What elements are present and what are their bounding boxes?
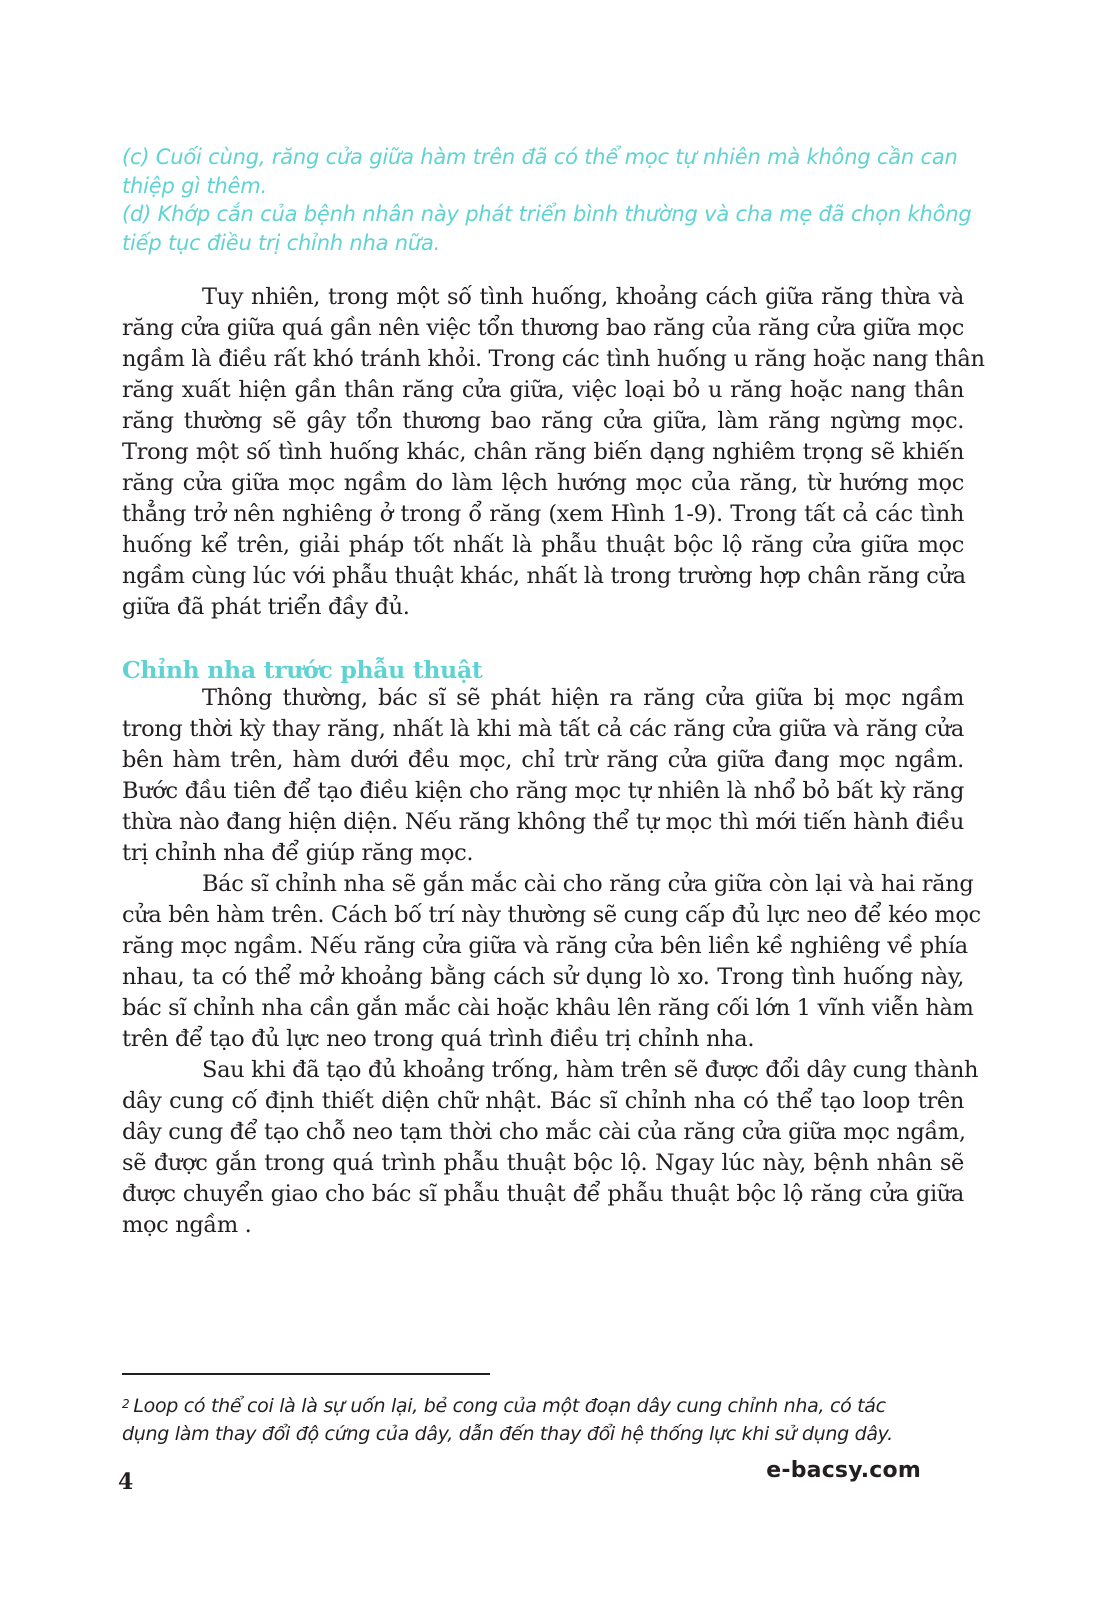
footnote-text: Loop có thể coi là là sự uốn lại, bẻ cong của một đoạn dây cung chỉnh nha, có tác	[133, 1395, 886, 1417]
paragraph-3	[122, 869, 981, 1055]
caption-line: thiệp gì thêm.	[122, 173, 267, 198]
site-name: e-bacsy.com	[766, 1458, 921, 1483]
text-line: Thông thường, bác sĩ sẽ phát hiện ra răng cửa giữa bị mọc ngầm	[202, 685, 964, 711]
text-line: Bác sĩ chỉnh nha sẽ gắn mắc cài cho răng cửa giữa còn lại và hai răng	[202, 871, 974, 897]
text-line: ngầm cùng lúc với phẫu thuật khác, nhất là trong trường hợp chân răng cửa	[122, 563, 966, 589]
text-line: Sau khi đã tạo đủ khoảng trống, hàm trên sẽ được đổi dây cung thành	[202, 1057, 979, 1083]
text-line: bác sĩ chỉnh nha cần gắn mắc cài hoặc khâu lên răng cối lớn 1 vĩnh viễn hàm	[122, 995, 974, 1021]
paragraph-1	[122, 282, 985, 623]
footnote-divider	[122, 1373, 490, 1375]
text-line: được chuyển giao cho bác sĩ phẫu thuật để phẫu thuật bộc lộ răng cửa giữa	[122, 1181, 964, 1207]
text-line: nhau, ta có thể mở khoảng bằng cách sử dụng lò xo. Trong tình huống này,	[122, 964, 964, 990]
section-heading: Chỉnh nha trước phẫu thuật	[122, 656, 483, 684]
caption-line: tiếp tục điều trị chỉnh nha nữa.	[122, 230, 441, 255]
text-line: ngầm là điều rất khó tránh khỏi. Trong các tình huống u răng hoặc nang thân	[122, 346, 985, 372]
text-line: mọc ngầm .	[122, 1212, 252, 1238]
text-line: Trong một số tình huống khác, chân răng biến dạng nghiêm trọng sẽ khiến	[122, 439, 964, 465]
text-line: trong thời kỳ thay răng, nhất là khi mà tất cả các răng cửa giữa và răng cửa	[122, 716, 964, 742]
text-line: Bước đầu tiên để tạo điều kiện cho răng mọc tự nhiên là nhổ bỏ bất kỳ răng	[122, 778, 964, 804]
text-line: thừa nào đang hiện diện. Nếu răng không thể tự mọc thì mới tiến hành điều	[122, 809, 964, 835]
footnote-marker: 2	[122, 1397, 130, 1411]
text-line: cửa bên hàm trên. Cách bố trí này thường sẽ cung cấp đủ lực neo để kéo mọc	[122, 902, 981, 928]
text-line: răng thường sẽ gây tổn thương bao răng cửa giữa, làm răng ngừng mọc.	[122, 408, 964, 434]
footnote-line: dụng làm thay đổi độ cứng của dây, dẫn đến thay đổi hệ thống lực khi sử dụng dây.	[122, 1423, 893, 1445]
paragraph-2	[122, 683, 964, 869]
text-line: răng xuất hiện gần thân răng cửa giữa, việc loại bỏ u răng hoặc nang thân	[122, 377, 964, 403]
footnote	[122, 1392, 942, 1448]
text-line: dây cung cố định thiết diện chữ nhật. Bác sĩ chỉnh nha có thể tạo loop trên	[122, 1088, 964, 1114]
text-line: răng cửa giữa quá gần nên việc tổn thương bao răng của răng cửa giữa mọc	[122, 315, 964, 341]
text-line: giữa đã phát triển đầy đủ.	[122, 594, 410, 620]
text-line: huống kể trên, giải pháp tốt nhất là phẫu thuật bộc lộ răng cửa giữa mọc	[122, 532, 964, 558]
text-line: răng cửa giữa mọc ngầm do làm lệch hướng mọc của răng, từ hướng mọc	[122, 470, 964, 496]
text-line: Tuy nhiên, trong một số tình huống, khoảng cách giữa răng thừa và	[202, 284, 964, 310]
figure-caption	[122, 143, 972, 257]
caption-line: (d) Khớp cắn của bệnh nhân này phát triển bình thường và cha mẹ đã chọn không	[122, 202, 972, 226]
text-line: dây cung để tạo chỗ neo tạm thời cho mắc cài của răng cửa giữa mọc ngầm,	[122, 1119, 966, 1145]
text-line: trên để tạo đủ lực neo trong quá trình điều trị chỉnh nha.	[122, 1026, 755, 1052]
page-number: 4	[118, 1469, 134, 1495]
footnote-line	[122, 1392, 942, 1420]
text-line: thẳng trở nên nghiêng ở trong ổ răng (xem Hình 1-9). Trong tất cả các tình	[122, 501, 964, 527]
caption-line: (c) Cuối cùng, răng cửa giữa hàm trên đã có thể mọc tự nhiên mà không cần can	[122, 145, 958, 169]
text-line: răng mọc ngầm. Nếu răng cửa giữa và răng cửa bên liền kề nghiêng về phía	[122, 933, 968, 959]
text-line: bên hàm trên, hàm dưới đều mọc, chỉ trừ răng cửa giữa đang mọc ngầm.	[122, 747, 964, 773]
text-line: sẽ được gắn trong quá trình phẫu thuật bộc lộ. Ngay lúc này, bệnh nhân sẽ	[122, 1150, 964, 1176]
paragraph-4	[122, 1055, 979, 1241]
text-line: trị chỉnh nha để giúp răng mọc.	[122, 840, 474, 866]
